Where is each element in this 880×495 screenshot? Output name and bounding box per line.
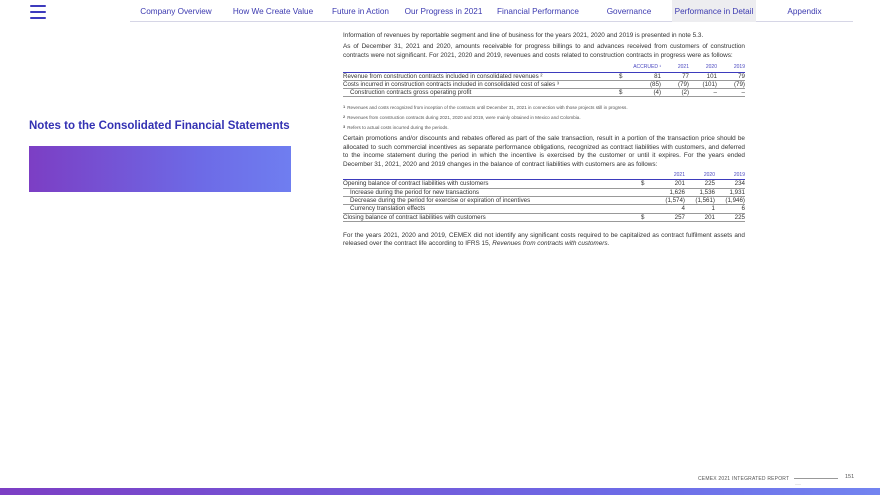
cell-value: 201 <box>655 180 685 188</box>
cell-value: (1,561) <box>685 196 715 204</box>
cell-value: 234 <box>715 180 745 188</box>
cell-value: (4) <box>633 89 661 97</box>
footer-divider <box>794 478 838 479</box>
cell-value: 225 <box>685 180 715 188</box>
nav-how-we-create-value[interactable]: How We Create Value <box>232 6 314 16</box>
construction-paragraph: As of December 31, 2021 and 2020, amounts receivable for progress billings to and advances received from customers of construction contracts were not significant. For 2021, 2020 and 2019, revenues and costs related to construction contracts in progress were as follows: <box>343 43 745 59</box>
column-header: 2020 <box>685 172 715 180</box>
column-header: 2021 <box>655 172 685 180</box>
row-label: Increase during the period for new transactions <box>343 188 641 196</box>
currency-symbol <box>619 80 633 88</box>
intro-paragraph: Information of revenues by reportable segment and line of business for the years 2021, 2020 and 2019 is presented in note 5.3. <box>343 32 704 39</box>
cell-value: (2) <box>661 89 689 97</box>
row-label: Closing balance of contract liabilities with customers <box>343 213 641 221</box>
nav-company-overview[interactable]: Company Overview <box>140 6 212 16</box>
footnote: $^1$ Revenues and costs recognized from inception of the contracts until December 31, 2021 in connection with those projects still in progress. <box>343 104 628 111</box>
capitalization-paragraph: For the years 2021, 2020 and 2019, CEMEX did not identify any significant costs required to be capitalized as contract fulfilment assets and released over the contract life according to IFRS 15, Revenues from contracts with customers. <box>343 231 745 248</box>
nav-performance-in-detail[interactable]: Performance in Detail <box>672 0 756 22</box>
cell-value: (85) <box>633 80 661 88</box>
row-label: Opening balance of contract liabilities with customers <box>343 180 641 188</box>
row-label: Construction contracts gross operating profit <box>343 89 619 97</box>
contract-liabilities-table <box>343 172 745 222</box>
footnotes <box>343 102 745 132</box>
currency-symbol <box>641 196 655 204</box>
cell-value: – <box>717 89 745 97</box>
nav-future-in-action[interactable]: Future in Action <box>332 6 389 16</box>
currency-symbol: $ <box>619 72 633 80</box>
table-row <box>343 213 745 221</box>
nav-financial-performance[interactable]: Financial Performance <box>497 6 579 16</box>
currency-symbol: $ <box>619 89 633 97</box>
currency-symbol: $ <box>641 213 655 221</box>
cell-value: 1,626 <box>655 188 685 196</box>
report-title: CEMEX 2021 INTEGRATED REPORT <box>698 476 790 482</box>
column-header: 2020 <box>689 64 717 72</box>
currency-symbol <box>641 188 655 196</box>
table-row <box>343 180 745 188</box>
footer-bar <box>0 488 880 495</box>
nav-governance[interactable]: Governance <box>606 6 652 16</box>
ifrs-title: Revenues from contracts with customers. <box>492 240 610 248</box>
column-header: 2021 <box>661 64 689 72</box>
table-row <box>343 188 745 196</box>
cell-value: 201 <box>685 213 715 221</box>
footnote: $^3$ Refers to actual costs incurred during the periods. <box>343 124 449 131</box>
row-label: Currency translation effects <box>343 205 641 213</box>
row-label: Costs incurred in construction contracts included in consolidated cost of sales ³ <box>343 80 619 88</box>
cell-value: 101 <box>689 72 717 80</box>
table-header-row <box>343 64 745 72</box>
construction-contracts-table <box>343 64 745 97</box>
cell-value: 225 <box>715 213 745 221</box>
cell-value: 257 <box>655 213 685 221</box>
cell-value: 4 <box>655 205 685 213</box>
row-label: Revenue from construction contracts included in consolidated revenues ² <box>343 72 619 80</box>
currency-symbol <box>641 205 655 213</box>
cell-value: (1,574) <box>655 196 685 204</box>
cell-value: 79 <box>717 72 745 80</box>
row-label: Decrease during the period for exercise or expiration of incentives <box>343 196 641 204</box>
cell-value: (79) <box>661 80 689 88</box>
currency-symbol: $ <box>641 180 655 188</box>
column-header: 2019 <box>717 64 745 72</box>
page-number: 151 <box>845 474 855 480</box>
table-row <box>343 80 745 88</box>
cell-value: 6 <box>715 205 745 213</box>
cell-value: (79) <box>717 80 745 88</box>
table-row <box>343 72 745 80</box>
menu-icon[interactable] <box>30 5 46 19</box>
top-nav <box>130 0 853 22</box>
section-title: Notes to the Consolidated Financial Statements <box>29 120 290 132</box>
footnote: $^2$ Revenues from construction contracts during 2021, 2020 and 2019, were mainly obtained in Mexico and Colombia. <box>343 114 581 121</box>
table-header-row <box>343 172 745 180</box>
footer-dash: —— <box>795 482 801 486</box>
nav-appendix[interactable]: Appendix <box>787 6 822 16</box>
column-header: 2019 <box>715 172 745 180</box>
cell-value: (101) <box>689 80 717 88</box>
main-content <box>343 32 745 249</box>
cell-value: 1,931 <box>715 188 745 196</box>
incentives-paragraph: Certain promotions and/or discounts and rebates offered as part of the sale transaction, result in a portion of the transaction price should be allocated to such commercial incentives as separate performance obligations, recognized as contract liabilities with customers, and deferred to the income statement during the period in which the incentive is exercised by the customer or until it expires. For the years ended December 31, 2021, 2020 and 2019 changes in the balance of contract liabilities with customers are as follows: <box>343 135 745 168</box>
cell-value: 77 <box>661 72 689 80</box>
cell-value: (1,946) <box>715 196 745 204</box>
cell-value: 1,536 <box>685 188 715 196</box>
table-row <box>343 196 745 204</box>
column-header: ACCRUED ¹ <box>633 64 661 71</box>
table-row <box>343 205 745 213</box>
cell-value: – <box>689 89 717 97</box>
cell-value: 1 <box>685 205 715 213</box>
nav-our-progress-2021[interactable]: Our Progress in 2021 <box>404 6 483 16</box>
section-banner <box>29 146 291 192</box>
table-row <box>343 89 745 97</box>
cell-value: 81 <box>633 72 661 80</box>
